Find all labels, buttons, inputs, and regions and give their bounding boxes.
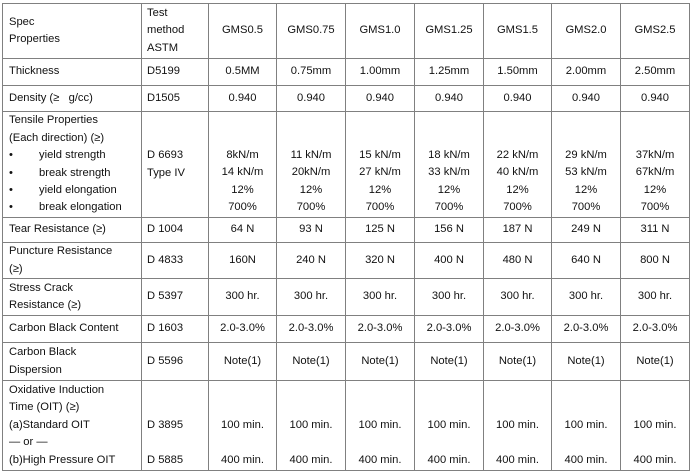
density-value: 0.940 (552, 86, 621, 112)
stress-crack-label-line1: Stress Crack (9, 281, 74, 294)
tear-row (3, 218, 690, 243)
oit-standard-value: 100 min. (221, 418, 264, 431)
carbon-content-value: 2.0-3.0% (209, 316, 277, 343)
break-strength-value: 33 kN/m (428, 166, 470, 179)
puncture-value: 480 N (484, 243, 552, 279)
oit-method (142, 381, 209, 471)
bullet-icon: • (9, 166, 13, 179)
puncture-value: 640 N (552, 243, 621, 279)
oit-label-high-pressure: (b)High Pressure OIT (9, 453, 116, 466)
thickness-value: 1.50mm (484, 59, 552, 86)
tensile-subtitle: (Each direction) (≥) (9, 131, 105, 144)
stress-crack-value: 300 hr. (415, 279, 484, 316)
thickness-value: 1.00mm (346, 59, 415, 86)
tensile-values-gms1-0 (346, 112, 415, 218)
stress-crack-row (3, 279, 690, 316)
test-method-header (142, 4, 209, 59)
grade-header: GMS0.5 (209, 4, 277, 59)
spec-properties-header (3, 4, 142, 59)
tear-value: 125 N (346, 218, 415, 243)
tear-value: 156 N (415, 218, 484, 243)
break-elongation-value: 700% (640, 201, 670, 214)
tensile-sub-yield-elongation (9, 182, 138, 199)
tear-value: 249 N (552, 218, 621, 243)
tear-label: Tear Resistance (≥) (3, 218, 142, 243)
puncture-row (3, 243, 690, 279)
tensile-values-gms2-5 (621, 112, 690, 218)
carbon-content-method: D 1603 (142, 316, 209, 343)
oit-values-gms2-0 (552, 381, 621, 471)
oit-label-line1: Oxidative Induction (9, 383, 105, 396)
yield-strength-value: 22 kN/m (496, 149, 539, 162)
tear-method: D 1004 (142, 218, 209, 243)
oit-high-pressure-value: 400 min. (358, 453, 402, 466)
tensile-sub-label: yield elongation (39, 183, 117, 196)
oit-standard-value: 100 min. (289, 418, 333, 431)
break-elongation-value: 700% (434, 201, 464, 214)
yield-elongation-value: 12% (231, 183, 254, 196)
spec-header-line2: Properties (9, 33, 60, 45)
stress-crack-label-line2: Resistance (≥) (9, 299, 82, 311)
puncture-value: 400 N (415, 243, 484, 279)
carbon-dispersion-value: Note(1) (346, 343, 415, 381)
tensile-title: Tensile Properties (9, 114, 98, 127)
tensile-label (3, 112, 142, 218)
oit-method-standard: D 3895 (147, 418, 184, 431)
break-strength-value: 14 kN/m (221, 166, 264, 179)
tensile-values-gms2-0 (552, 112, 621, 218)
tensile-sub-break-strength (9, 165, 138, 182)
stress-crack-value: 300 hr. (346, 279, 415, 316)
carbon-dispersion-value: Note(1) (621, 343, 690, 381)
bullet-icon: • (9, 183, 13, 196)
oit-standard-value: 100 min. (358, 418, 402, 431)
oit-values-gms1-25 (415, 381, 484, 471)
carbon-dispersion-value: Note(1) (209, 343, 277, 381)
tensile-sub-label: break elongation (39, 201, 122, 214)
puncture-value: 240 N (277, 243, 346, 279)
oit-standard-value: 100 min. (496, 418, 539, 431)
break-elongation-value: 700% (503, 201, 532, 214)
oit-values-gms0-5 (209, 381, 277, 471)
break-strength-value: 53 kN/m (565, 166, 607, 179)
yield-strength-value: 37kN/m (635, 149, 675, 162)
density-value: 0.940 (415, 86, 484, 112)
stress-crack-value: 300 hr. (209, 279, 277, 316)
tensile-values-gms0-75 (277, 112, 346, 218)
grade-header: GMS1.25 (415, 4, 484, 59)
oit-standard-value: 100 min. (633, 418, 677, 431)
carbon-content-value: 2.0-3.0% (415, 316, 484, 343)
thickness-label: Thickness (3, 59, 142, 86)
carbon-content-value: 2.0-3.0% (484, 316, 552, 343)
carbon-dispersion-value: Note(1) (484, 343, 552, 381)
thickness-method: D5199 (142, 59, 209, 86)
header-row (3, 4, 690, 59)
oit-row (3, 381, 690, 471)
carbon-content-row (3, 316, 690, 343)
tensile-sub-label: break strength (39, 166, 111, 179)
oit-high-pressure-value: 400 min. (289, 453, 333, 466)
method-header-line2: method (147, 24, 185, 37)
density-value: 0.940 (277, 86, 346, 112)
tensile-values-gms1-25 (415, 112, 484, 218)
tensile-method (142, 112, 209, 218)
bullet-icon: • (9, 149, 13, 162)
yield-elongation-value: 12% (368, 183, 392, 196)
carbon-dispersion-label-line2: Dispersion (9, 363, 62, 376)
tensile-sub-yield-strength (9, 147, 138, 164)
yield-elongation-value: 12% (643, 183, 667, 196)
oit-standard-value: 100 min. (564, 418, 608, 431)
puncture-label (3, 243, 142, 279)
carbon-dispersion-value: Note(1) (277, 343, 346, 381)
break-elongation-value: 700% (365, 201, 395, 214)
tear-value: 93 N (277, 218, 346, 243)
grade-header: GMS2.0 (552, 4, 621, 59)
grade-header: GMS1.0 (346, 4, 415, 59)
puncture-label-line2: (≥) (9, 262, 23, 275)
oit-high-pressure-value: 400 min. (221, 453, 264, 466)
density-row (3, 86, 690, 112)
thickness-value: 0.75mm (277, 59, 346, 86)
yield-strength-value: 15 kN/m (359, 149, 401, 162)
tear-value: 311 N (621, 218, 690, 243)
carbon-dispersion-value: Note(1) (552, 343, 621, 381)
oit-values-gms0-75 (277, 381, 346, 471)
break-strength-value: 20kN/m (291, 166, 331, 179)
density-value: 0.940 (484, 86, 552, 112)
carbon-content-label: Carbon Black Content (3, 316, 142, 343)
tensile-row (3, 112, 690, 218)
oit-method-high-pressure: D 5885 (147, 453, 184, 466)
yield-elongation-value: 12% (506, 183, 529, 196)
density-value: 0.940 (209, 86, 277, 112)
carbon-content-value: 2.0-3.0% (346, 316, 415, 343)
puncture-value: 320 N (346, 243, 415, 279)
bullet-icon: • (9, 201, 13, 214)
stress-crack-value: 300 hr. (484, 279, 552, 316)
density-value: 0.940 (621, 86, 690, 112)
carbon-dispersion-label-line1: Carbon Black (9, 346, 77, 359)
grade-header: GMS2.5 (621, 4, 690, 59)
oit-high-pressure-value: 400 min. (427, 453, 471, 466)
density-label: Density (≥ g/cc) (3, 86, 142, 112)
tensile-values-gms1-5 (484, 112, 552, 218)
break-strength-value: 67kN/m (635, 166, 675, 179)
density-method: D1505 (142, 86, 209, 112)
yield-strength-value: 29 kN/m (565, 149, 607, 162)
thickness-value: 1.25mm (415, 59, 484, 86)
break-strength-value: 40 kN/m (496, 166, 539, 179)
carbon-dispersion-value: Note(1) (415, 343, 484, 381)
carbon-content-value: 2.0-3.0% (277, 316, 346, 343)
yield-elongation-value: 12% (437, 183, 461, 196)
stress-crack-value: 300 hr. (277, 279, 346, 316)
carbon-dispersion-row (3, 343, 690, 381)
oit-high-pressure-value: 400 min. (496, 453, 539, 466)
puncture-method: D 4833 (142, 243, 209, 279)
thickness-value: 0.5MM (209, 59, 277, 86)
oit-label (3, 381, 142, 471)
break-strength-value: 27 kN/m (359, 166, 401, 179)
break-elongation-value: 700% (571, 201, 601, 214)
yield-strength-value: 18 kN/m (428, 149, 470, 162)
oit-values-gms1-0 (346, 381, 415, 471)
carbon-dispersion-method: D 5596 (142, 343, 209, 381)
puncture-label-line1: Puncture Resistance (9, 245, 113, 258)
oit-high-pressure-value: 400 min. (633, 453, 677, 466)
density-value: 0.940 (346, 86, 415, 112)
oit-label-or: — or — (9, 436, 48, 449)
yield-elongation-value: 12% (574, 183, 598, 196)
tensile-method-line1: D 6693 (147, 149, 184, 162)
tensile-sub-break-elongation (9, 199, 138, 216)
oit-values-gms2-5 (621, 381, 690, 471)
stress-crack-value: 300 hr. (552, 279, 621, 316)
thickness-value: 2.00mm (552, 59, 621, 86)
method-header-line3: ASTM (147, 41, 179, 54)
oit-label-line2: Time (OIT) (≥) (9, 401, 80, 414)
oit-label-standard: (a)Standard OIT (9, 418, 90, 431)
tear-value: 64 N (209, 218, 277, 243)
geomembrane-spec-table (2, 3, 690, 471)
tear-value: 187 N (484, 218, 552, 243)
tensile-method-line2: Type IV (147, 166, 185, 179)
oit-values-gms1-5 (484, 381, 552, 471)
puncture-value: 800 N (621, 243, 690, 279)
stress-crack-method: D 5397 (142, 279, 209, 316)
grade-header: GMS1.5 (484, 4, 552, 59)
method-header-line1: Test (147, 6, 168, 19)
thickness-value: 2.50mm (621, 59, 690, 86)
carbon-content-value: 2.0-3.0% (621, 316, 690, 343)
carbon-dispersion-label (3, 343, 142, 381)
yield-strength-value: 11 kN/m (290, 149, 332, 162)
carbon-content-value: 2.0-3.0% (552, 316, 621, 343)
thickness-row (3, 59, 690, 86)
tensile-sub-label: yield strength (39, 149, 106, 162)
break-elongation-value: 700% (296, 201, 326, 214)
oit-high-pressure-value: 400 min. (564, 453, 608, 466)
grade-header: GMS0.75 (277, 4, 346, 59)
oit-standard-value: 100 min. (427, 418, 471, 431)
break-elongation-value: 700% (228, 201, 257, 214)
stress-crack-label (3, 279, 142, 316)
yield-elongation-value: 12% (299, 183, 323, 196)
yield-strength-value: 8kN/m (226, 149, 259, 162)
puncture-value: 160N (209, 243, 277, 279)
stress-crack-value: 300 hr. (621, 279, 690, 316)
tensile-values-gms0-5 (209, 112, 277, 218)
spec-header-line1: Spec (9, 15, 35, 28)
